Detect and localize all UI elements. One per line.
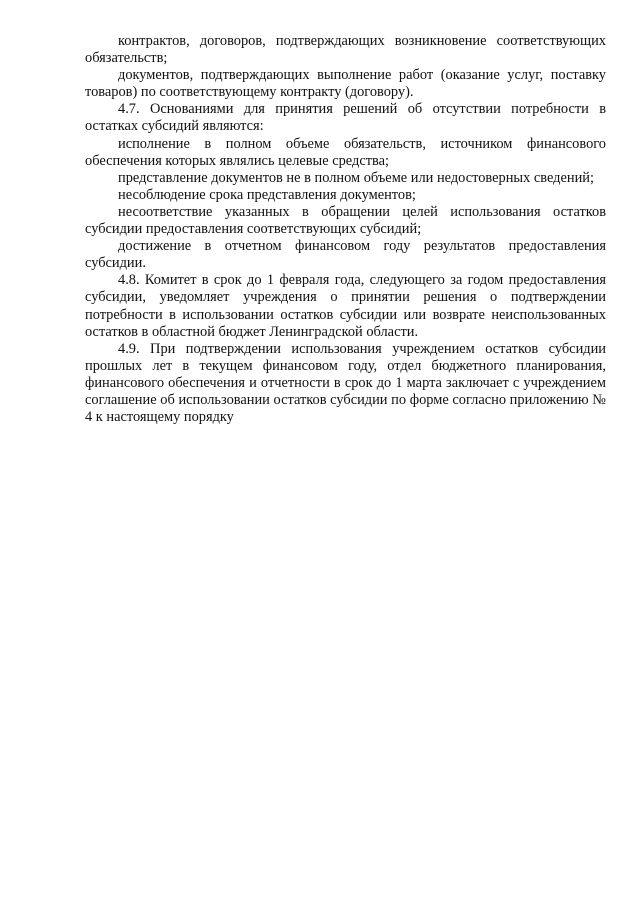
paragraph-deadline-violation: несоблюдение срока представления документов; <box>118 186 416 203</box>
paragraph-purpose-mismatch: несоответствие указанных в обращении целей использования остатков субсидии предоставления соответствующих субсидий; <box>85 203 606 238</box>
paragraph-documents-work: документов, подтверждающих выполнение работ (оказание услуг, поставку товаров) по соответствующему контракту (договору). <box>85 67 606 101</box>
paragraph-4-8: 4.8. Комитет в срок до 1 февраля года, следующего за годом предоставления субсидии, уведомляет учреждения о принятии решения о подтверждении потребности в использовании остатков субсидии или возврате неиспользованных остатков в областной бюджет Ленинградской области. <box>85 272 606 340</box>
paragraph-incomplete-documents: представление документов не в полном объеме или недостоверных сведений; <box>118 169 594 186</box>
paragraph-full-execution: исполнение в полном объеме обязательств, источником финансового обеспечения которых являлись целевые средства; <box>85 135 606 169</box>
document-body <box>85 33 606 426</box>
paragraph-4-7: 4.7. Основаниями для принятия решений об отсутствии потребности в остатках субсидий являются: <box>85 101 606 135</box>
paragraph-4-9: 4.9. При подтверждении использования учреждением остатков субсидии прошлых лет в текущем финансовом году, отдел бюджетного планирования, финансового обеспечения и отчетности в срок до 1 марта заключает с учреждением соглашение об использовании остатков субсидии по форме согласно приложению № 4 к настоящему порядку <box>85 340 606 426</box>
paragraph-results-achieved: достижение в отчетном финансовом году результатов предоставления субсидии. <box>85 238 606 272</box>
paragraph-contracts: контрактов, договоров, подтверждающих возникновение соответствующих обязательств; <box>85 33 606 67</box>
